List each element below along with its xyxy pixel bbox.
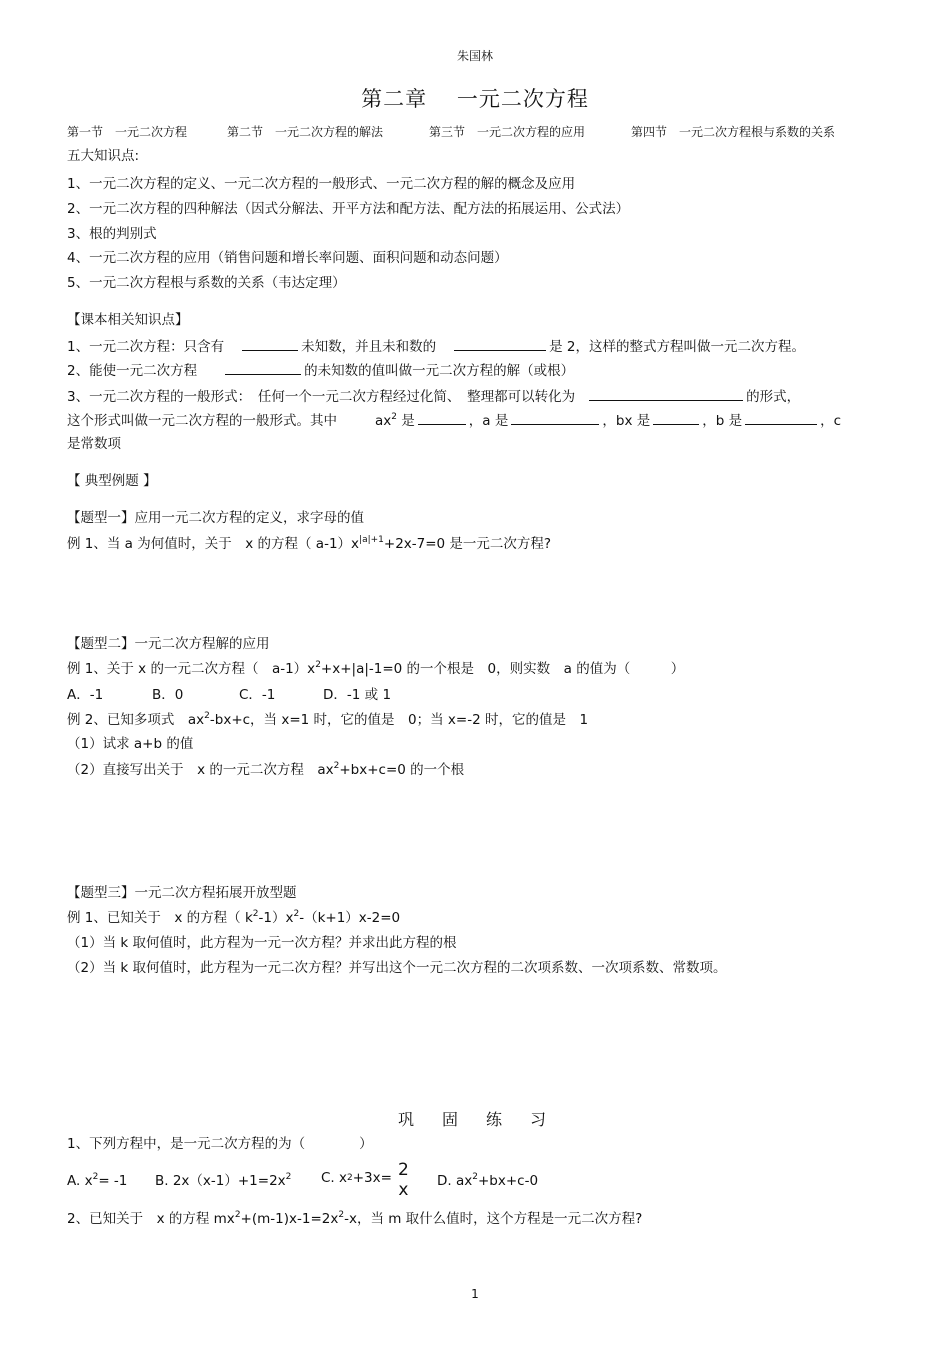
answer-blank[interactable] [511, 411, 599, 425]
type3-heading: 【题型三】一元二次方程拓展开放型题 [67, 885, 297, 901]
type1-example1 [67, 535, 551, 553]
exponent: |a|+1 [359, 535, 384, 545]
point-item: 3、根的判别式 [67, 226, 157, 242]
question-text: 2、已知关于 x 的方程 mx [67, 1211, 235, 1227]
example-text: +2x-7=0 是一元二次方程? [383, 536, 552, 552]
question-text: +(m-1)x-1=2x [240, 1211, 339, 1227]
point-item: 5、一元二次方程根与系数的关系（韦达定理） [67, 275, 346, 291]
q3-text: 3、一元二次方程的一般形式： 任何一个一元二次方程经过化简、 整理都可以转化为 [67, 389, 576, 405]
type1-heading: 【题型一】应用一元二次方程的定义，求字母的值 [67, 510, 364, 526]
type3-sub2: （2）当 k 取何值时，此方程为一元二次方程？并写出这个一元二次方程的二次项系数、一次项系数、常数项。 [67, 960, 727, 976]
q3-text: ax [375, 413, 392, 429]
q1-text: 是 2，这样的整式方程叫做一元二次方程。 [549, 339, 805, 355]
example-text: 例 1、关于 x 的一元二次方程（ a-1）x [67, 661, 316, 677]
answer-blank[interactable] [225, 361, 301, 375]
option-b: B. $2x(x-1)+1=2x^2$ [155, 1172, 292, 1189]
answer-blank[interactable] [589, 387, 743, 401]
option-a: A. $x^2= -1$ [67, 1172, 128, 1189]
type2-example1 [67, 660, 684, 678]
answer-blank[interactable] [745, 411, 817, 425]
exponent: 2 [234, 1210, 241, 1220]
textbook-heading: 【课本相关知识点】 [67, 312, 189, 328]
fraction: 2 x [397, 1160, 409, 1200]
q3-text: ，a 是 [468, 413, 509, 429]
example-text: -bx+c，当 x=1 时，它的值是 0；当 x=-2 时，它的值是 1 [209, 712, 589, 728]
practice-heading: 巩 固 练 习 [397, 1110, 552, 1129]
type2-heading: 【题型二】一元二次方程解的应用 [67, 636, 270, 652]
type3-sub1: （1）当 k 取何值时，此方程为一元一次方程？并求出此方程的根 [67, 935, 457, 951]
textbook-q3-end: 是常数项 [67, 436, 121, 452]
type2-example2 [67, 711, 588, 729]
textbook-q3 [67, 387, 800, 406]
answer-blank[interactable] [454, 337, 546, 351]
exponent: 2 [333, 761, 340, 771]
exponent: 2 [338, 1210, 345, 1220]
q3-text: 这个形式叫做一元二次方程的一般形式。其中 [67, 413, 337, 429]
point-item: 4、一元二次方程的应用（销售问题和增长率问题、面积问题和动态问题） [67, 250, 508, 266]
section-item: 第二节 一元二次方程的解法 [227, 125, 384, 139]
point-item: 2、一元二次方程的四种解法（因式分解法、开平方法和配方法、配方法的拓展运用、公式法） [67, 201, 630, 217]
q3-text: ，b 是 [702, 413, 743, 429]
section-item: 第三节 一元二次方程的应用 [429, 125, 586, 139]
point-item: 1、一元二次方程的定义、一元二次方程的一般形式、一元二次方程的解的概念及应用 [67, 176, 576, 192]
practice-q1-options [67, 1160, 667, 1206]
practice-q1: 1、下列方程中，是一元二次方程的为（ ） [67, 1136, 373, 1152]
example-text: 例 1、当 a 为何值时，关于 x 的方程（ a-1）x [67, 536, 360, 552]
practice-q2 [67, 1210, 642, 1228]
option-b: B．0 [152, 687, 184, 703]
option-d: D．-1 或 1 [323, 687, 392, 703]
examples-heading: 【 典型例题 】 [67, 473, 157, 489]
q3-text: 的形式， [746, 389, 801, 405]
q3-text: 是 [401, 413, 415, 429]
answer-blank[interactable] [242, 337, 298, 351]
exponent: 2 [391, 412, 397, 422]
section-item: 第四节 一元二次方程根与系数的关系 [631, 125, 836, 139]
q3-text: ，bx 是 [602, 413, 651, 429]
q1-text: 1、一元二次方程：只含有 [67, 339, 225, 355]
exponent: 2 [204, 711, 210, 721]
textbook-q2 [67, 361, 574, 380]
example-text: -（k+1）x-2=0 [299, 910, 401, 926]
example-text: -1）x [258, 910, 294, 926]
q3-text: ，c [820, 413, 842, 429]
option-c: C．-1 [239, 687, 276, 703]
chapter-title: 第二章 一元二次方程 [361, 87, 589, 111]
example-text: 例 1、已知关于 x 的方程（ k [67, 910, 253, 926]
question-text: -x，当 m 取什么值时，这个方程是一元二次方程? [344, 1211, 643, 1227]
exponent: 2 [252, 909, 259, 919]
example-text: 例 2、已知多项式 ax [67, 712, 205, 728]
option-c: C. $x^2+3x=$ 2 x [321, 1160, 409, 1200]
answer-blank[interactable] [653, 411, 699, 425]
option-a: A．-1 [67, 687, 104, 703]
q2-text: 2、能使一元二次方程 [67, 363, 198, 379]
exponent: 2 [293, 909, 300, 919]
type2-sub2 [67, 761, 464, 779]
type3-example1 [67, 909, 400, 927]
example-text: +bx+c=0 的一个根 [339, 762, 465, 778]
answer-blank[interactable] [418, 411, 466, 425]
textbook-q1 [67, 337, 805, 356]
example-text: （2）直接写出关于 x 的一元二次方程 ax [67, 762, 334, 778]
q2-text: 的未知数的值叫做一元二次方程的解（或根） [304, 363, 575, 379]
example-text: +x+|a|-1=0 的一个根是 0，则实数 a 的值为（ ） [320, 661, 685, 677]
section-item: 第一节 一元二次方程 [67, 125, 188, 139]
points-heading: 五大知识点: [67, 148, 140, 164]
type2-sub1: （1）试求 a+b 的值 [67, 736, 194, 752]
exponent: 2 [315, 660, 321, 670]
q1-text: 未知数，并且未和数的 [301, 339, 437, 355]
page-number: 1 [471, 1287, 479, 1301]
option-d: D. $ax^2+bx+c-0$ [437, 1172, 539, 1189]
textbook-q3-cont [67, 411, 841, 430]
author-header: 朱国林 [456, 49, 493, 63]
